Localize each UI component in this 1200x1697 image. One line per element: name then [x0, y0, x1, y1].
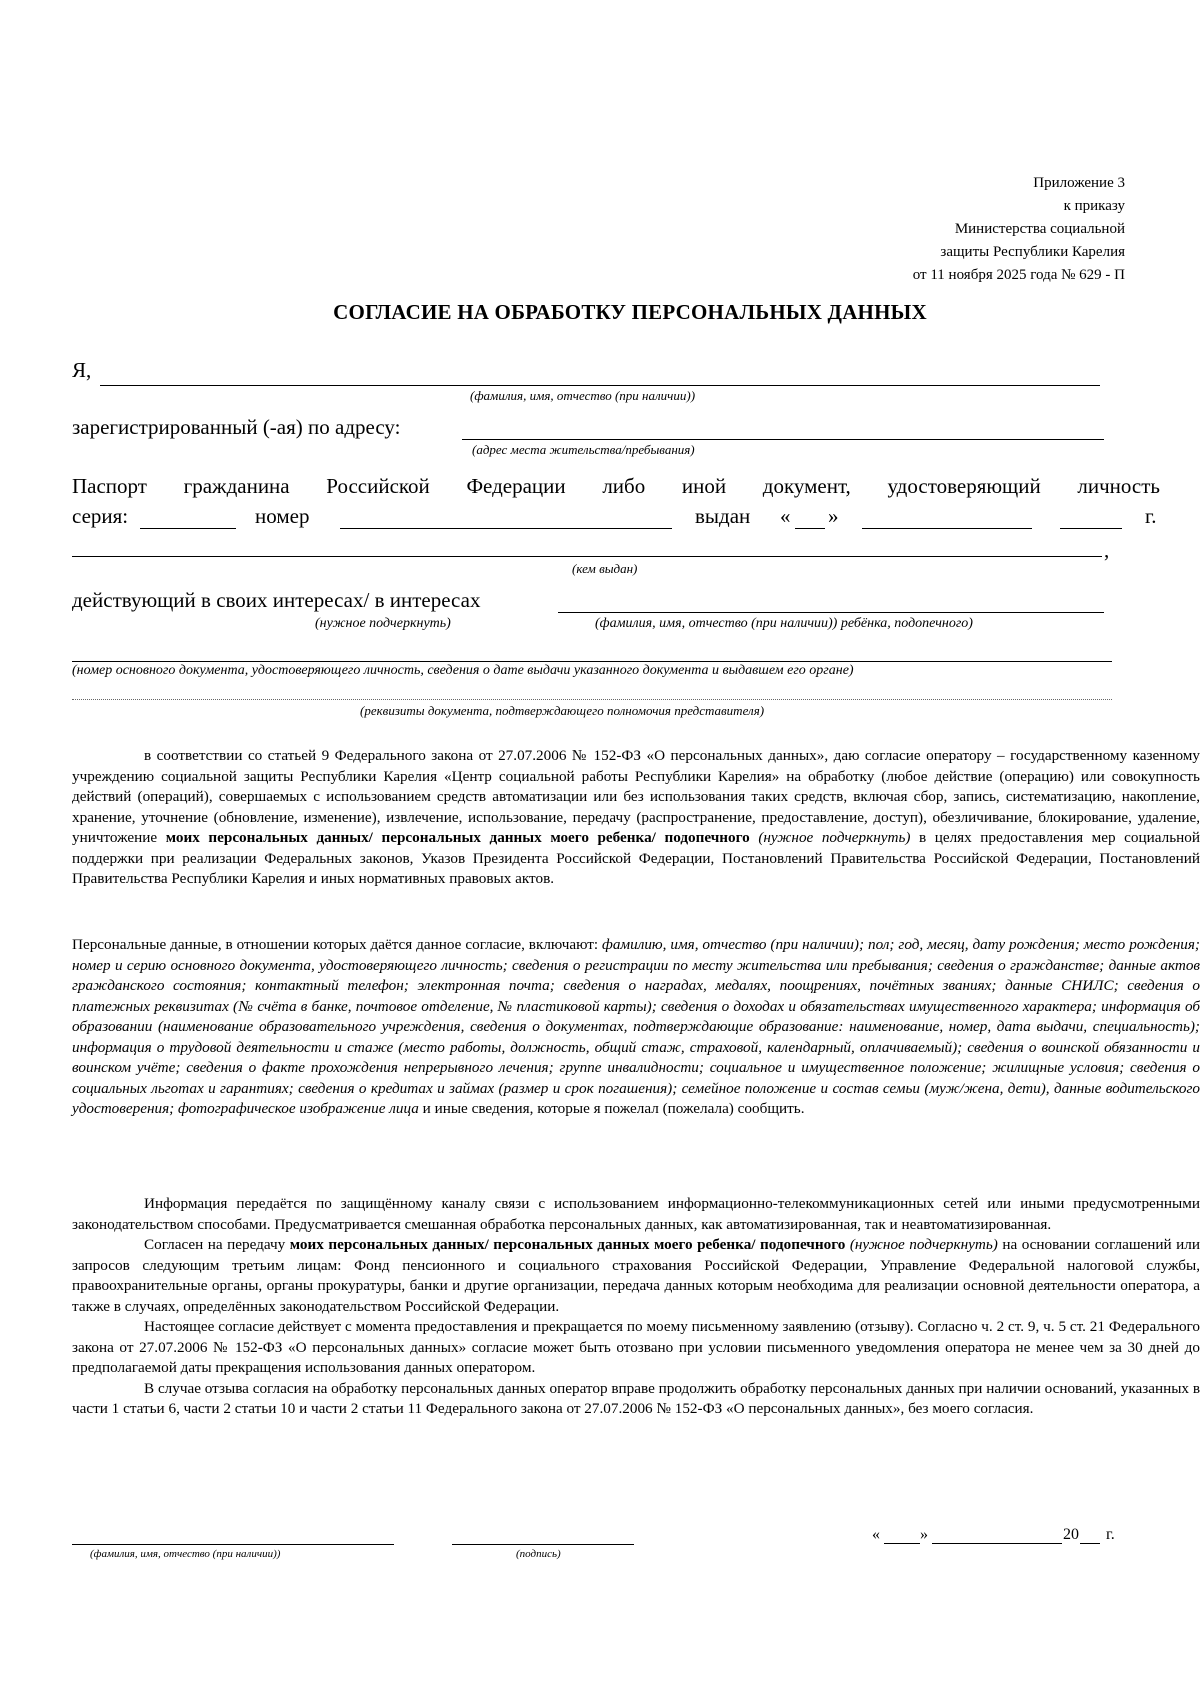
address-hint: (адрес места жительства/пребывания) [472, 442, 695, 457]
p2-italic: фамилию, имя, отчество (при наличии); пол; год, месяц, дату рождения; место рождения; номер и серию основного документа, удостоверяющего личность; сведения о регистрации по месту жительства или пребывания; сведения о гражданстве; данные актов гражданского состояния; контактный телефон; электронная почта; сведения о наградах, медалях, поощрениях, почётных званиях; данные СНИЛС; сведения о платежных реквизитах (№ счёта в банке, почтовое отделение, № пластиковой карты); сведения о доходах и обязательствах имущественного характера; информация об образовании (наименование образовательного учреждения, сведения о документах, подтверждающие образование: наименование, номер, дата выдачи, специальность); информация о трудовой деятельности и стаже (место работы, должность, общий стаж, страховой, календарный, оплачиваемый); сведения о воинской обязанности и воинском учёте; сведения о факте прохождения непрерывного лечения; группе инвалидности; социальное и имущественное положение; жилищные условия; сведения о социальных льготах и гарантиях; сведения о кредитах и займах (размер и срок погашения); семейное положение и состав семьи (муж/жена, дети), данные водительского удостоверения; фотографическое изображение лица [72, 936, 1200, 1117]
issued-label: выдан [695, 504, 751, 528]
year-suffix: г. [1145, 504, 1157, 528]
date-quote-open: « [872, 1526, 880, 1543]
address-field[interactable] [462, 439, 1104, 440]
series-field[interactable] [140, 528, 236, 529]
issued-day-field[interactable] [795, 528, 825, 529]
child-fio-field[interactable] [558, 612, 1104, 613]
child-hint: (фамилия, имя, отчество (при наличии)) ребёнка, подопечного) [595, 616, 973, 631]
p2-text-end: и иные сведения, которые я пожелал (пожелала) сообщить. [422, 1100, 805, 1117]
fio-field[interactable] [100, 385, 1100, 386]
quote-open: « [780, 504, 791, 528]
issued-year-field[interactable] [1060, 528, 1122, 529]
p4-bold: моих персональных данных/ персональных данных моего ребенка/ подопечного [289, 1236, 846, 1253]
p1-text-end: в целях предоставления мер социальной поддержки при реализации Федеральных законов, Указов Президента Российской Федерации, Постановлений Правительства Российской Федерации, Постановлений Правительства Республики Карелия и иных нормативных правовых актов. [72, 829, 1200, 887]
underline-hint: (нужное подчеркнуть) [315, 616, 451, 631]
comma: , [1104, 538, 1110, 562]
date-year-suffix: г. [1106, 1526, 1115, 1543]
date-year-field[interactable] [1080, 1543, 1100, 1544]
p4-italic: (нужное подчеркнуть) [849, 1236, 998, 1253]
document-title: СОГЛАСИЕ НА ОБРАБОТКУ ПЕРСОНАЛЬНЫХ ДАННЫХ [333, 300, 927, 324]
annex-line: от 11 ноября 2025 года № 629 - П [912, 267, 1125, 283]
issued-by-field[interactable] [72, 556, 1102, 557]
p6: В случае отзыва согласия на обработку персональных данных оператор вправе продолжить обработку персональных данных при наличии оснований, указанных в части 1 статьи 6, части 2 статьи 10 и части 2 статьи 11 Федерального закона от 27.07.2006 № 152-ФЗ «О персональных данных», без моего согласия. [72, 1379, 1200, 1417]
p1-italic: (нужное подчеркнуть) [758, 829, 911, 846]
annex-line: к приказу [1063, 198, 1125, 214]
passport-line: Паспорт гражданина Российской Федерации либо иной документ, удостоверяющий личность [72, 474, 1160, 498]
issued-by-hint: (кем выдан) [572, 561, 638, 576]
p3: Информация передаётся по защищённому каналу связи с использованием информационно-телекоммуникационных сетей или иными предусмотренными законодательством способами. Предусматривается смешанная обработка персональных данных, как автоматизированная, так и неавтоматизированная. [72, 1195, 1200, 1233]
series-label: серия: [72, 504, 129, 528]
p1-bold: моих персональных данных/ персональных данных моего ребенка/ подопечного [165, 829, 750, 846]
paragraph-data-list [72, 935, 1200, 1120]
rep-field[interactable] [72, 699, 1112, 700]
fio-hint: (фамилия, имя, отчество (при наличии)) [470, 388, 696, 403]
date-month-field[interactable] [932, 1543, 1062, 1544]
doc-field[interactable] [72, 661, 1112, 662]
signature-fio-field[interactable] [72, 1544, 394, 1545]
signature-field[interactable] [452, 1544, 634, 1545]
signature-hint: (подпись) [516, 1548, 561, 1560]
annex-line: защиты Республики Карелия [940, 244, 1125, 260]
rep-hint: (реквизиты документа, подтверждающего полномочия представителя) [360, 703, 765, 718]
quote-close: » [828, 504, 839, 528]
number-label: номер [255, 504, 310, 528]
annex-block [913, 172, 1125, 287]
date-day-field[interactable] [884, 1543, 920, 1544]
signature-fio-hint: (фамилия, имя, отчество (при наличии)) [90, 1548, 281, 1560]
acting-label: действующий в своих интересах/ в интересах [72, 588, 481, 612]
annex-line: Министерства социальной [954, 221, 1125, 237]
date-year-prefix: 20 [1063, 1526, 1079, 1543]
paragraph-consent [72, 746, 1200, 890]
i-label: Я, [72, 358, 92, 382]
p5: Настоящее согласие действует с момента предоставления и прекращается по моему письменному заявлению (отзыву). Согласно ч. 2 ст. 9, ч. 5 ст. 21 Федерального закона от 27.07.2006 № 152-ФЗ «О персональных данных» согласие может быть отозвано при условии письменного уведомления оператора не менее чем за 30 дней до предполагаемой даты прекращения использования данных оператором. [72, 1318, 1200, 1376]
number-field[interactable] [340, 528, 672, 529]
paragraph-block [72, 1194, 1200, 1420]
p2-text: Персональные данные, в отношении которых даётся данное согласие, включают: [72, 936, 599, 953]
issued-month-field[interactable] [862, 528, 1032, 529]
address-label: зарегистрированный (-ая) по адресу: [72, 415, 401, 439]
p4-text: Согласен на передачу [144, 1236, 286, 1253]
p1-text: в соответствии со статьей 9 Федерального закона от 27.07.2006 № 152-ФЗ «О персональных данных», даю согласие оператору – государственному казенному учреждению социальной защиты Республики Карелия «Центр социальной работы Республики Карелия» на обработку (любое действие (операцию) или совокупность действий (операций), совершаемых с использованием средств автоматизации или без использования таких средств, включая сбор, запись, систематизацию, накопление, хранение, уточнение (обновление, изменение), извлечение, использование, передачу (распространение, предоставление, доступ), обезличивание, блокирование, удаление, уничтожение [72, 747, 1200, 846]
doc-hint: (номер основного документа, удостоверяющего личность, сведения о дате выдачи указанного документа и выдавшем его органе) [72, 663, 854, 678]
p4-text-end: на основании соглашений или запросов следующим третьим лицам: Фонд пенсионного и социального страхования Российской Федерации, Управление Федеральной налоговой службы, правоохранительные органы, органы прокуратуры, банки и другие организации, передача данных которым необходима для реализации основной деятельности оператора, а также в случаях, определённых законодательством Российской Федерации. [72, 1236, 1200, 1315]
date-quote-close: » [920, 1526, 928, 1543]
annex-line: Приложение 3 [1033, 175, 1125, 191]
